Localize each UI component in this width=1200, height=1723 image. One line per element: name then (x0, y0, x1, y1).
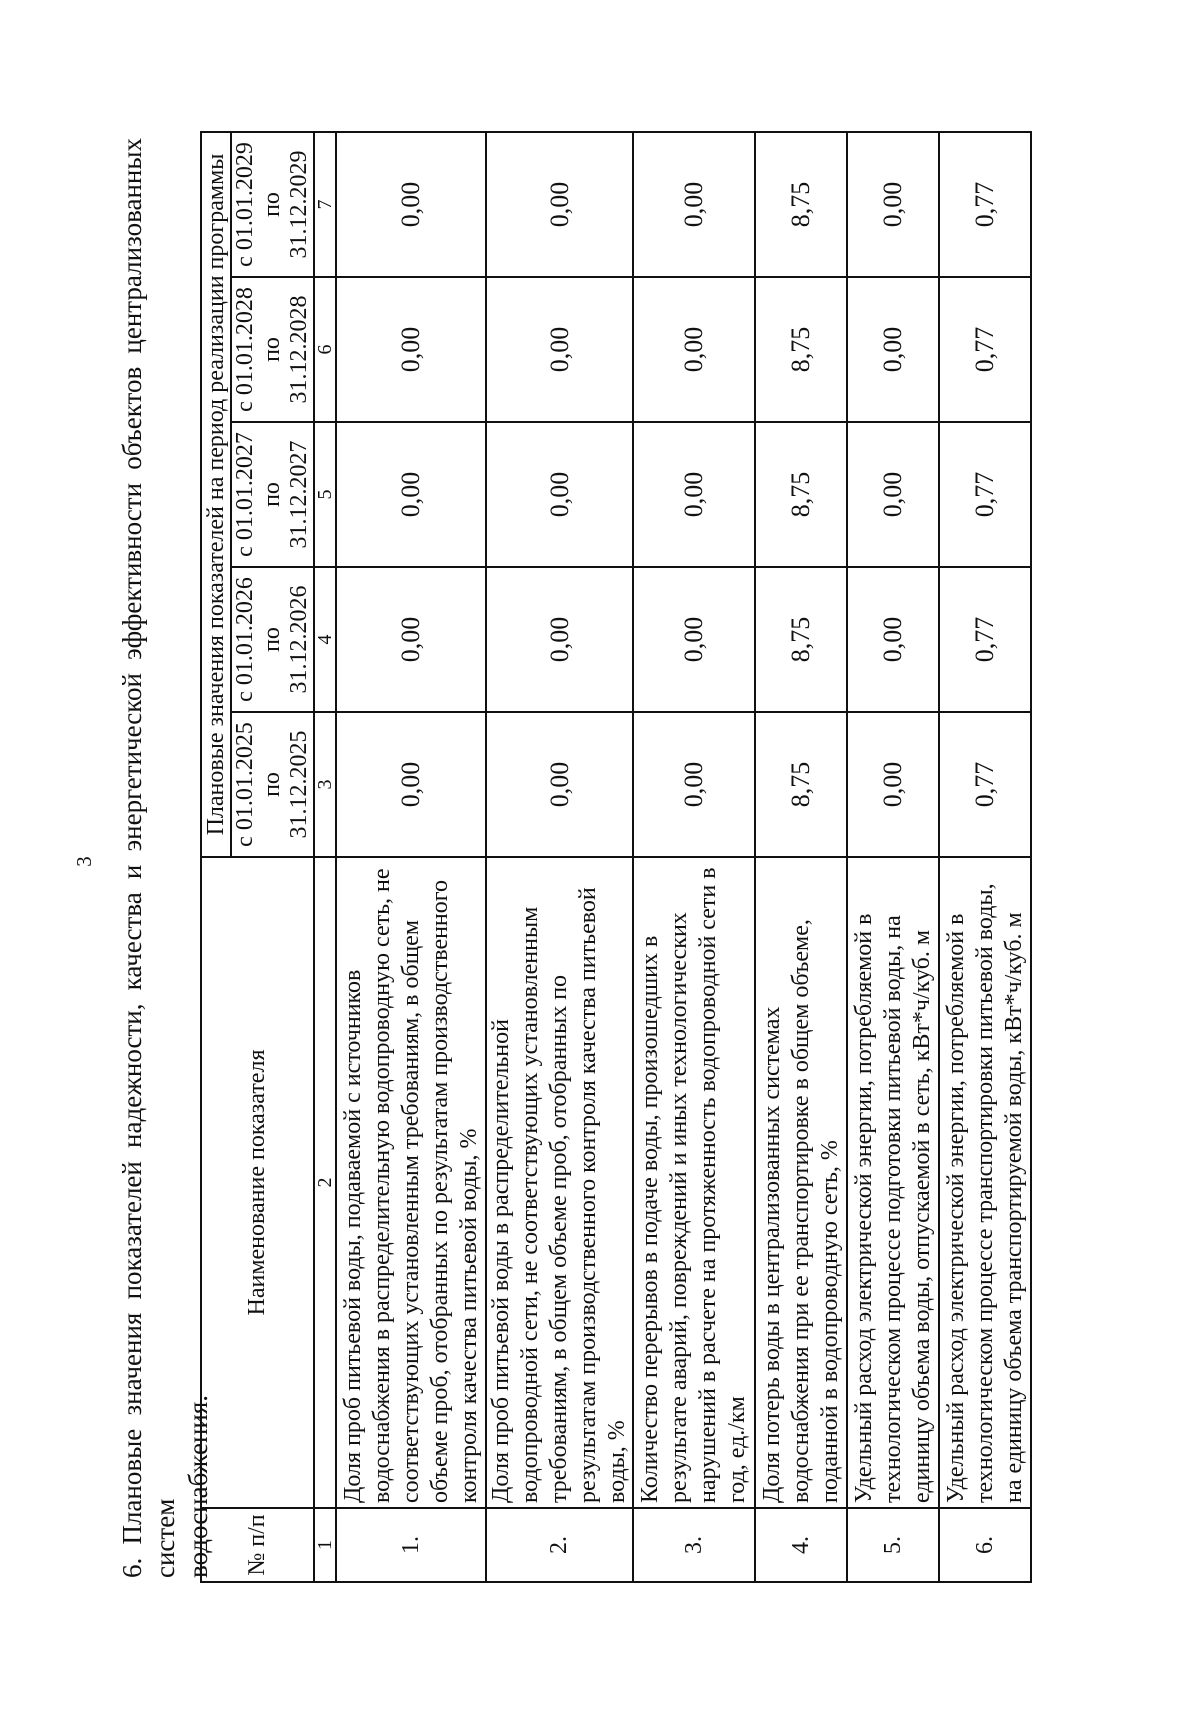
row-number: 3. (633, 1508, 755, 1582)
header-period: с 01.01.2029 по 31.12.2029 (231, 132, 314, 277)
table-row (755, 132, 847, 1582)
header-period: с 01.01.2027 по 31.12.2027 (231, 422, 314, 567)
header-period: с 01.01.2025 по 31.12.2025 (231, 712, 314, 857)
table-row (336, 132, 486, 1582)
indicator-name: Доля потерь воды в централизованных системах водоснабжения при ее транспортировке в общем объеме, поданной в водопроводную сеть, % (755, 857, 847, 1508)
table-row (633, 132, 755, 1582)
column-index: 2 (314, 857, 336, 1508)
indicator-value: 0,00 (336, 277, 486, 422)
indicator-value: 0,77 (939, 712, 1031, 857)
indicator-value: 0,00 (633, 277, 755, 422)
indicator-value: 0,00 (847, 712, 939, 857)
table-row (939, 132, 1031, 1582)
indicator-name: Удельный расход электрической энергии, потребляемой в технологическом процессе транспортировки питьевой воды, на единицу объема транспортируемой воды, кВт*ч/куб. м (939, 857, 1031, 1508)
column-index: 4 (314, 567, 336, 712)
indicator-name: Доля проб питьевой воды, подаваемой с источников водоснабжения в распределительную водопроводную сеть, не соответствующих установленным требованиям, в общем объеме проб, отобранных по результатам производственного контроля качества питьевой воды, % (336, 857, 486, 1508)
indicator-value: 0,77 (939, 567, 1031, 712)
column-index: 6 (314, 277, 336, 422)
indicators-table (200, 131, 1032, 1583)
column-index: 5 (314, 422, 336, 567)
indicator-value: 8,75 (755, 277, 847, 422)
indicator-value: 0,00 (633, 132, 755, 277)
row-number: 6. (939, 1508, 1031, 1582)
table-row (847, 132, 939, 1582)
indicator-value: 0,00 (336, 712, 486, 857)
indicator-value: 0,00 (486, 422, 633, 567)
header-num: № п/п (201, 1508, 314, 1582)
indicator-value: 0,77 (939, 422, 1031, 567)
indicator-value: 0,00 (336, 422, 486, 567)
indicator-value: 0,00 (633, 712, 755, 857)
indicator-name: Доля проб питьевой воды в распределительной водопроводной сети, не соответствующих установленным требованиям, в общем объеме проб, отобранных по результатам производственного контроля качества питьевой воды, % (486, 857, 633, 1508)
row-number: 1. (336, 1508, 486, 1582)
indicator-value: 0,00 (336, 132, 486, 277)
table-row (486, 132, 633, 1582)
indicator-value: 0,00 (486, 277, 633, 422)
page-number: 3 (72, 856, 96, 867)
indicator-value: 0,00 (847, 277, 939, 422)
column-index: 3 (314, 712, 336, 857)
header-name: Наименование показателя (201, 857, 314, 1508)
indicator-value: 0,77 (939, 277, 1031, 422)
indicator-value: 0,00 (847, 132, 939, 277)
row-number: 4. (755, 1508, 847, 1582)
indicator-value: 0,00 (336, 567, 486, 712)
indicator-name: Удельный расход электрической энергии, потребляемой в технологическом процессе подготовки питьевой воды, на единицу объема воды, отпускаемой в сеть, кВт*ч/куб. м (847, 857, 939, 1508)
indicator-value: 8,75 (755, 422, 847, 567)
indicator-value: 0,00 (847, 567, 939, 712)
indicator-value: 0,00 (633, 422, 755, 567)
indicator-name: Количество перерывов в подаче воды, произошедших в результате аварий, повреждений и иных технологических нарушений в расчете на протяженность водопроводной сети в год, ед./км (633, 857, 755, 1508)
indicator-value: 8,75 (755, 567, 847, 712)
indicator-value: 0,00 (486, 132, 633, 277)
indicator-value: 8,75 (755, 712, 847, 857)
indicator-value: 0,77 (939, 132, 1031, 277)
indicator-value: 0,00 (847, 422, 939, 567)
row-number: 5. (847, 1508, 939, 1582)
header-group: Плановые значения показателей на период реализации программы (201, 132, 231, 857)
indicator-value: 0,00 (486, 712, 633, 857)
indicator-value: 8,75 (755, 132, 847, 277)
indicator-value: 0,00 (486, 567, 633, 712)
header-period: с 01.01.2026 по 31.12.2026 (231, 567, 314, 712)
header-period: с 01.01.2028 по 31.12.2028 (231, 277, 314, 422)
column-index: 1 (314, 1508, 336, 1582)
indicator-value: 0,00 (633, 567, 755, 712)
column-index: 7 (314, 132, 336, 277)
heading-line-1: 6. Плановые значения показателей надежности, качества и энергетической эффективности объектов централизованных систем (117, 138, 180, 1578)
row-number: 2. (486, 1508, 633, 1582)
heading-line-2: водоснабжения. (183, 1394, 213, 1578)
